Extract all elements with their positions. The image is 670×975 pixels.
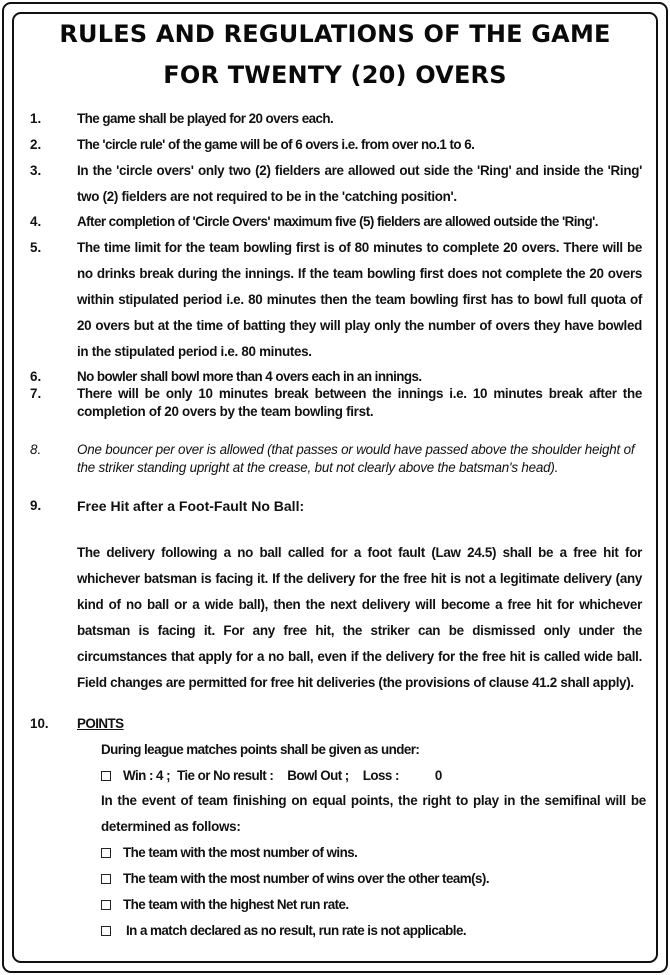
checkbox-icon [101, 771, 111, 781]
rule-text: No bowler shall bowl more than 4 overs each in an innings. [77, 369, 422, 384]
checkbox-icon [101, 926, 111, 936]
tiebreaker-text: In a match declared as no result, run rate is not applicable. [126, 923, 467, 938]
tiebreaker-text: The team with the most number of wins. [123, 845, 358, 860]
tiebreaker-text: The team with the most number of wins over the other team(s). [123, 871, 489, 886]
rule-number: 8. [30, 442, 42, 457]
rule-heading: Free Hit after a Foot-Fault No Ball: [77, 498, 305, 514]
document-title-line-2: FOR TWENTY (20) OVERS [163, 61, 507, 89]
tiebreaker-item [101, 897, 646, 913]
rule-number: 6. [30, 369, 42, 384]
tiebreaker-item [101, 923, 646, 939]
rule-text: There will be only 10 minutes break between the innings i.e. 10 minutes break after the completion of 20 overs by the team bowling first. [77, 386, 642, 419]
rule-number: 2. [30, 137, 42, 152]
rule-number: 3. [30, 163, 42, 178]
checkbox-icon [101, 848, 111, 858]
points-tie: Tie or No result : [177, 768, 274, 783]
rule-number: 9. [30, 498, 42, 513]
rule-number: 1. [30, 111, 42, 126]
points-win: Win : 4 ; [123, 768, 170, 783]
rule-number: 4. [30, 214, 42, 229]
rule-text: In the 'circle overs' only two (2) fielders are allowed out side the 'Ring' and inside the 'Ring' two (2) fielders are not required to be in the 'catching position'. [77, 163, 642, 204]
points-intro: During league matches points shall be given as under: [101, 742, 420, 757]
points-scoring [101, 768, 646, 784]
checkbox-icon [101, 900, 111, 910]
points-loss-value: 0 [434, 768, 442, 783]
rule-heading: POINTS [77, 716, 124, 731]
rule-number: 5. [30, 240, 42, 255]
checkbox-icon [101, 874, 111, 884]
tiebreak-intro: In the event of team finishing on equal points, the right to play in the semifinal will be determined as follows: [101, 793, 646, 834]
rule-text: The 'circle rule' of the game will be of 6 overs i.e. from over no.1 to 6. [77, 137, 475, 152]
rule-number: 10. [30, 716, 49, 731]
tiebreaker-item [101, 845, 646, 861]
rule-text: The delivery following a no ball called for a foot fault (Law 24.5) shall be a free hit for whichever batsman is facing it. If the delivery for the free hit is not a legitimate delivery (any kind of no ball or a wide ball), then the next delivery will become a free hit for whichever batsman is facing it. For any free hit, the striker can be dismissed only under the circumstances that apply for a no ball, even if the delivery for the free hit is called wide ball. Field changes are permitted for free hit deliveries (the provisions of clause 41.2 shall apply). [77, 545, 642, 690]
rule-text: After completion of 'Circle Overs' maximum five (5) fielders are allowed outside the 'Ring'. [77, 214, 598, 229]
tiebreaker-item [101, 871, 646, 887]
rule-text: The game shall be played for 20 overs each. [77, 111, 334, 126]
document-title-line-1: RULES AND REGULATIONS OF THE GAME [59, 20, 611, 48]
rule-number: 7. [30, 386, 42, 401]
points-loss: Loss : [362, 768, 399, 783]
tiebreaker-text: The team with the highest Net run rate. [123, 897, 349, 912]
points-bowl-out: Bowl Out ; [287, 768, 349, 783]
rule-text: The time limit for the team bowling first is of 80 minutes to complete 20 overs. There will be no drinks break during the innings. If the team bowling first does not complete the 20 overs within stipulated period i.e. 80 minutes then the team bowling first has to bowl full quota of 20 overs but at the time of batting they will play only the number of overs they have bowled in the stipulated period i.e. 80 minutes. [77, 240, 642, 359]
rule-text: One bouncer per over is allowed (that passes or would have passed above the shoulder height of the striker standing upright at the crease, but not clearly above the batsman's head). [77, 442, 635, 475]
